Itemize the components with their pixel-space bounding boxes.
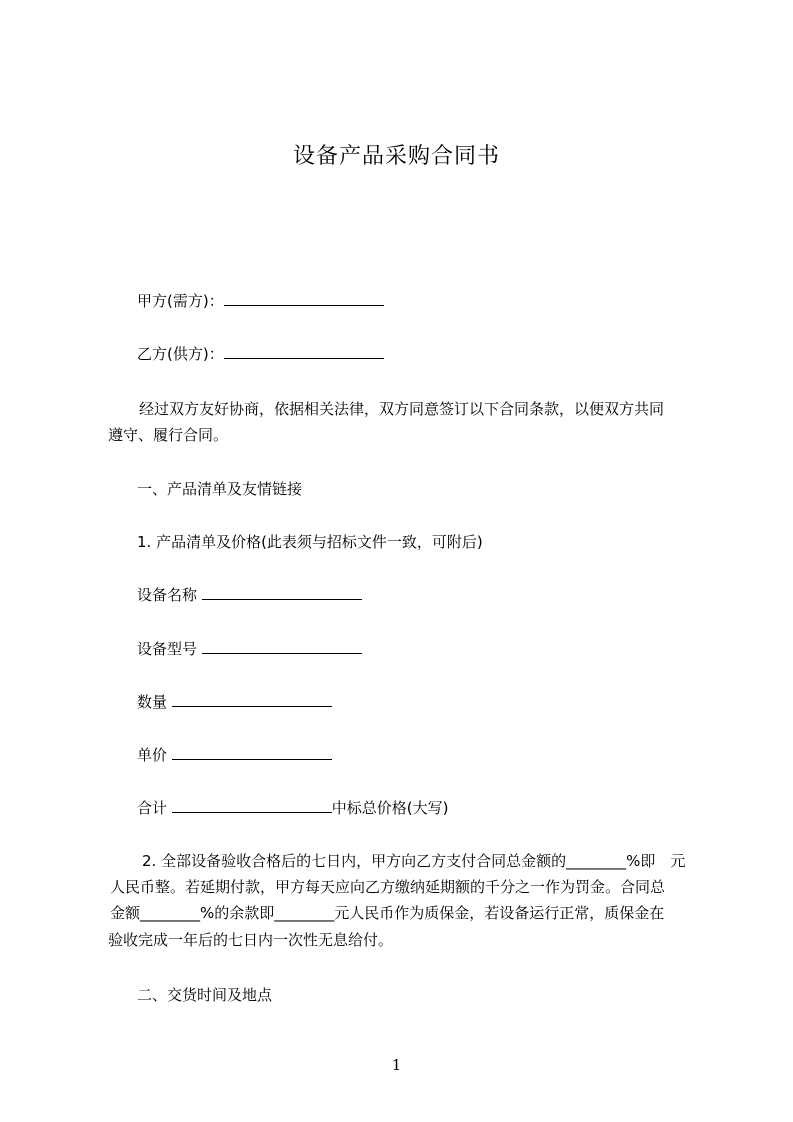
- quantity-line: [137, 691, 332, 713]
- quantity-label: 数量: [137, 693, 168, 711]
- party-b-line: [137, 343, 384, 365]
- party-b-label: 乙方(供方)：: [137, 345, 224, 363]
- document-title: 设备产品采购合同书: [292, 144, 500, 169]
- unit-price-line: [137, 744, 332, 766]
- item-2-line-1: 2. 全部设备验收合格后的七日内，甲方向乙方支付合同总金额的________%即 元: [142, 852, 686, 870]
- total-line: [137, 797, 449, 819]
- device-model-line: [137, 638, 362, 660]
- party-a-blank: [224, 290, 384, 306]
- unit-price-label: 单价: [137, 746, 168, 764]
- total-label: 合计: [137, 799, 168, 817]
- item-2-line-4: 验收完成一年后的七日内一次性无息给付。: [108, 931, 394, 949]
- party-b-blank: [224, 343, 384, 359]
- page-number: 1: [391, 1056, 402, 1074]
- party-a-label: 甲方(需方)：: [137, 292, 224, 310]
- party-a-line: [137, 290, 384, 312]
- item-1-text: 1. 产品清单及价格(此表须与招标文件一致，可附后): [137, 533, 483, 551]
- quantity-blank: [172, 691, 332, 707]
- intro-line-1: 经过双方友好协商，依据相关法律，双方同意签订以下合同条款，以便双方共同: [139, 400, 665, 418]
- device-name-line: [137, 584, 362, 606]
- item-2-line-3: 金额________%的余款即________元人民币作为质保金，若设备运行正常，质保金在: [110, 904, 665, 922]
- section-1-heading: 一、产品清单及友情链接: [137, 480, 303, 498]
- device-model-blank: [202, 638, 362, 654]
- intro-line-2: 遵守、履行合同。: [108, 426, 229, 444]
- unit-price-blank: [172, 744, 332, 760]
- total-suffix: 中标总价格(大写): [331, 799, 449, 817]
- total-blank: [172, 797, 332, 813]
- item-2-line-2: 人民币整。若延期付款，甲方每天应向乙方缴纳延期额的千分之一作为罚金。合同总: [110, 878, 666, 896]
- device-name-blank: [202, 584, 362, 600]
- device-model-label: 设备型号: [137, 640, 198, 658]
- section-2-heading: 二、交货时间及地点: [137, 986, 273, 1004]
- device-name-label: 设备名称: [137, 586, 198, 604]
